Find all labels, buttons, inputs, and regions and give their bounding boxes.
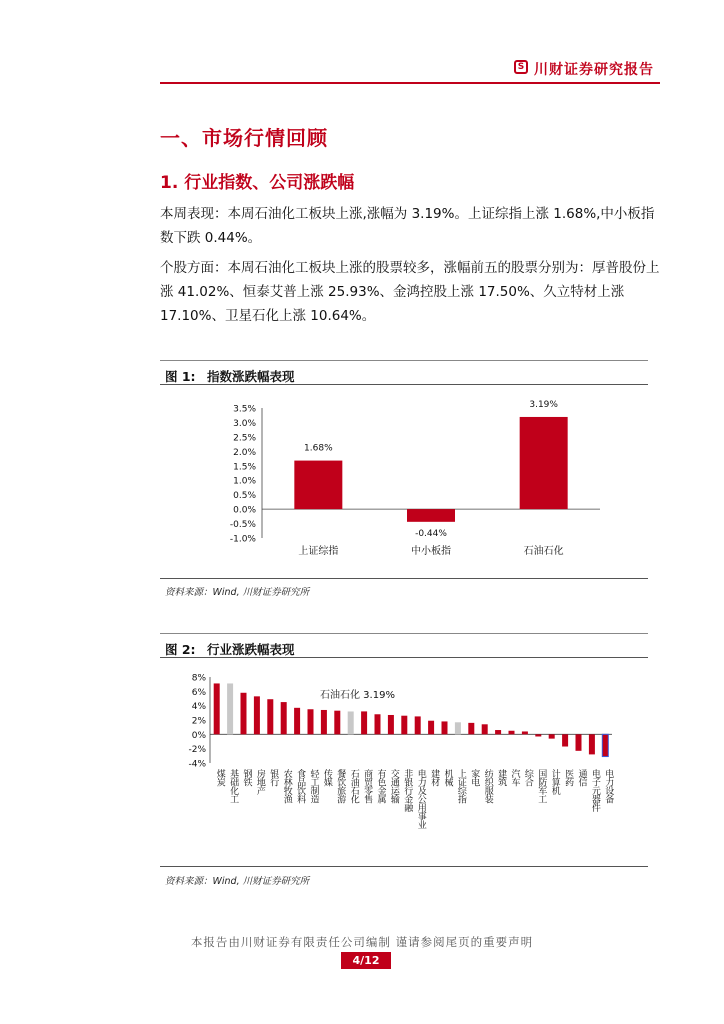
bar: [348, 711, 354, 734]
bar: [375, 714, 381, 734]
bar: [442, 721, 448, 734]
bar: [455, 722, 461, 734]
y-tick-label: 4%: [191, 702, 206, 713]
subsection-title: 1. 行业指数、公司涨跌幅: [160, 173, 355, 193]
figure1-header: [160, 360, 648, 385]
x-tick-label: 中小板指: [411, 546, 451, 557]
bar: [254, 696, 260, 734]
page-number: 4/12: [341, 952, 391, 969]
x-tick-label: 纺织服装: [482, 769, 493, 803]
bar: [535, 734, 541, 736]
data-label: 1.68%: [304, 443, 333, 454]
figure1-chart: [160, 388, 648, 573]
x-tick-label: 医药: [563, 769, 574, 786]
figure1-header-rule: [160, 384, 648, 385]
bar: [267, 699, 273, 734]
section-title: 一、市场行情回顾: [160, 126, 328, 150]
brand-title: 川财证券研究报告: [534, 62, 654, 78]
bar: [241, 693, 247, 735]
x-tick-label: 银行: [268, 769, 279, 786]
bar: [562, 734, 568, 746]
figure2-annotation: 石油石化 3.19%: [320, 690, 395, 701]
bar: [334, 711, 340, 735]
y-tick-label: 1.5%: [233, 462, 256, 473]
x-tick-label: 石油石化: [348, 769, 359, 803]
footer-disclaimer: 本报告由川财证券有限责任公司编制 谨请参阅尾页的重要声明: [190, 935, 534, 949]
x-tick-label: 电力设备: [603, 769, 614, 803]
y-tick-label: 0.5%: [233, 491, 256, 502]
y-tick-label: 6%: [191, 687, 206, 698]
y-tick-label: 3.5%: [233, 404, 256, 415]
figure2-footer-rule: [160, 866, 648, 867]
x-tick-label: 家电: [469, 769, 480, 786]
x-tick-label: 建材: [429, 769, 440, 786]
x-tick-label: 上证综指: [455, 769, 466, 803]
bar: [549, 734, 555, 738]
bar: [509, 731, 515, 735]
y-tick-label: 2%: [191, 716, 206, 727]
bar: [294, 461, 342, 510]
y-tick-label: 0%: [191, 730, 206, 741]
bar: [388, 715, 394, 734]
bar: [308, 709, 314, 734]
bar: [495, 730, 501, 734]
bar: [401, 716, 407, 735]
y-tick-label: 1.0%: [233, 476, 256, 487]
bar: [281, 702, 287, 734]
x-tick-label: 机械: [442, 769, 453, 786]
header-divider: [160, 82, 660, 84]
bar: [214, 683, 220, 734]
x-tick-label: 轻工制造: [308, 769, 319, 803]
x-tick-label: 有色金属: [375, 769, 386, 803]
bar: [482, 724, 488, 734]
x-tick-label: 传媒: [321, 769, 332, 786]
logo-mark: S: [517, 62, 525, 72]
data-label: 3.19%: [529, 399, 558, 410]
x-tick-label: 餐饮旅游: [335, 769, 346, 803]
y-tick-label: -1.0%: [229, 534, 256, 545]
y-tick-label: 2.5%: [233, 433, 256, 444]
bar: [576, 734, 582, 750]
x-tick-label: 非银行金融: [402, 769, 413, 812]
x-tick-label: 石油石化: [523, 546, 564, 557]
bar: [520, 417, 568, 509]
x-tick-label: 食品饮料: [295, 769, 306, 803]
y-tick-label: -0.5%: [229, 520, 256, 531]
y-tick-label: 2.0%: [233, 447, 256, 458]
x-tick-label: 农林牧渔: [281, 769, 292, 803]
figure2-header: [160, 633, 648, 658]
bar: [227, 683, 233, 734]
x-tick-label: 汽车: [509, 769, 520, 786]
x-tick-label: 电力及公用事业: [415, 769, 426, 829]
y-tick-label: -2%: [188, 745, 206, 756]
figure1-title: 指数涨跌幅表现: [207, 369, 295, 384]
figure1-source: 资料来源：Wind, 川财证券研究所: [165, 587, 310, 598]
x-tick-label: 计算机: [549, 769, 560, 795]
x-tick-label: 房地产: [254, 769, 265, 795]
x-tick-label: 上证综指: [298, 546, 339, 557]
y-tick-label: 3.0%: [233, 418, 256, 429]
bar: [589, 734, 595, 754]
bar: [294, 708, 300, 735]
bar: [522, 731, 528, 734]
figure2-title: 行业涨跌幅表现: [207, 642, 295, 657]
x-tick-label: 钢铁: [241, 769, 252, 786]
x-tick-label: 商贸零售: [362, 769, 373, 803]
bar: [428, 721, 434, 735]
y-tick-label: -4%: [188, 759, 206, 770]
figure2-label: 图 2:: [165, 642, 196, 657]
data-label: -0.44%: [415, 528, 447, 539]
stock-performance-text: 个股方面：本周石油化工板块上涨的股票较多，涨幅前五的股票分别为：厚普股份上涨 41.02%、恒泰艾普上涨 25.93%、金鸿控股上涨 17.50%、久立特材上涨 17.10%、卫星石化上涨 10.64%。: [160, 260, 660, 324]
figure1-label: 图 1:: [165, 369, 196, 384]
y-tick-label: 0.0%: [233, 505, 256, 516]
bar: [415, 716, 421, 734]
weekly-performance-text: 本周表现：本周石油化工板块上涨,涨幅为 3.19%。上证综指上涨 1.68%,中小板指数下跌 0.44%。: [160, 206, 655, 246]
x-tick-label: 建筑: [496, 769, 507, 786]
bar: [321, 710, 327, 734]
figure2-chart: [160, 662, 648, 862]
figure2-source: 资料来源：Wind, 川财证券研究所: [165, 876, 310, 887]
x-tick-label: 煤炭: [214, 769, 225, 786]
bar: [361, 711, 367, 734]
bar: [407, 509, 455, 522]
x-tick-label: 综合: [522, 769, 533, 786]
brand-logo-icon: [514, 60, 528, 74]
bar: [468, 723, 474, 734]
figure1-footer-rule: [160, 578, 648, 579]
x-tick-label: 国防军工: [536, 769, 547, 803]
x-tick-label: 通信: [576, 769, 587, 786]
bar: [602, 734, 608, 756]
x-tick-label: 交通运输: [388, 769, 399, 803]
x-tick-label: 电子元器件: [589, 769, 600, 812]
figure2-header-rule: [160, 657, 648, 658]
x-tick-label: 基础化工: [228, 769, 239, 803]
y-tick-label: 8%: [191, 673, 206, 684]
